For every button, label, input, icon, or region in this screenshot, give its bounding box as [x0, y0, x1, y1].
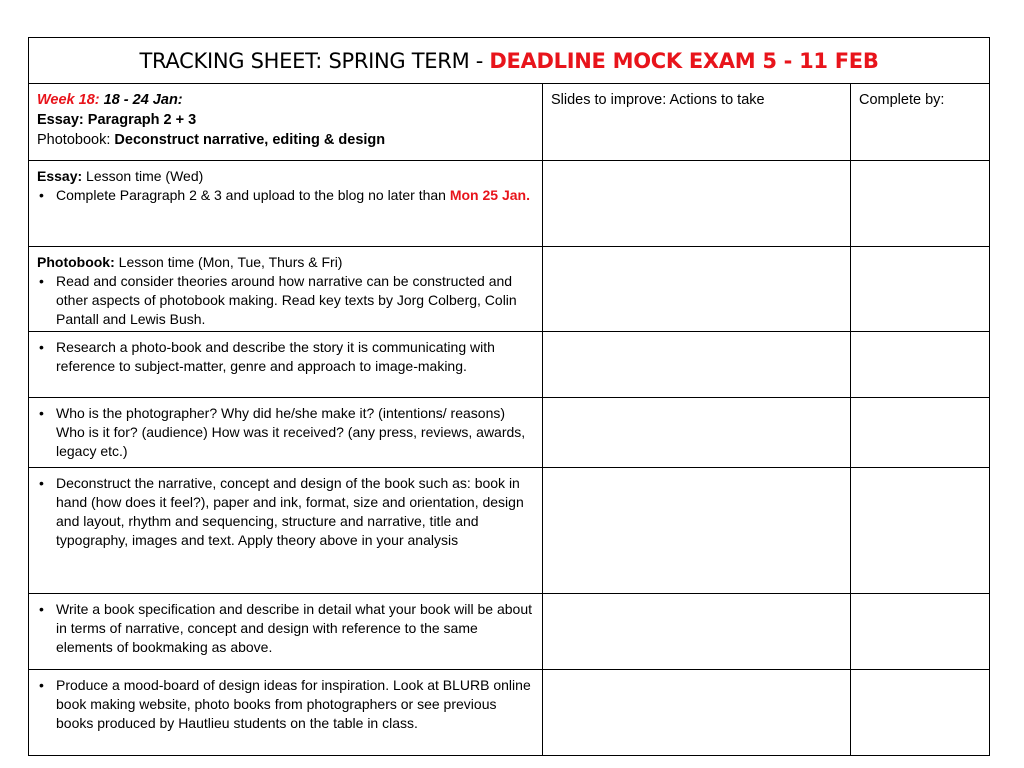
task-cell: [29, 161, 543, 247]
complete-by-cell[interactable]: [851, 594, 990, 670]
slides-header: Slides to improve: Actions to take: [551, 92, 765, 108]
task-cell: [29, 670, 543, 756]
actions-cell[interactable]: [543, 332, 851, 398]
title-row: [29, 38, 990, 84]
task-deadline: Mon 25 Jan.: [449, 187, 530, 203]
complete-header-cell: [851, 84, 990, 161]
task-cell: [29, 332, 543, 398]
sheet-title: [29, 38, 990, 84]
photobook-text: Deconstruct narrative, editing & design: [114, 132, 386, 148]
week-label: Week 18:: [37, 92, 100, 108]
complete-by-cell[interactable]: [851, 670, 990, 756]
task-heading: Essay:: [37, 168, 83, 184]
table-row: [29, 670, 990, 756]
table-row: [29, 468, 990, 594]
week-header-cell: [29, 84, 543, 161]
title-main: TRACKING SHEET: SPRING TERM -: [139, 48, 490, 73]
complete-by-cell[interactable]: [851, 468, 990, 594]
actions-cell[interactable]: [543, 594, 851, 670]
table-row: [29, 398, 990, 468]
task-heading-rest: Lesson time (Wed): [82, 168, 204, 184]
title-deadline: DEADLINE MOCK EXAM 5 - 11 FEB: [489, 48, 879, 73]
task-bullet-text: Complete Paragraph 2 & 3 and upload to the blog no later than: [56, 187, 450, 203]
list-item: • Who is the photographer? Why did he/she make it? (intentions/ reasons) Who is it for? (audience) How was it received? (any press, reviews, awards, legacy etc.): [37, 404, 534, 461]
actions-cell[interactable]: [543, 670, 851, 756]
header-row: [29, 84, 990, 161]
actions-cell[interactable]: [543, 161, 851, 247]
list-item: • Produce a mood-board of design ideas for inspiration. Look at BLURB online book making website, photo books from photographers or see previous books produced by Hautlieu students on the table in class.: [37, 676, 534, 733]
list-item: [37, 186, 534, 205]
actions-cell[interactable]: [543, 247, 851, 332]
table-row: [29, 594, 990, 670]
task-cell: [29, 594, 543, 670]
complete-by-cell[interactable]: [851, 247, 990, 332]
complete-by-cell[interactable]: [851, 161, 990, 247]
actions-cell[interactable]: [543, 398, 851, 468]
task-heading-rest: Lesson time (Mon, Tue, Thurs & Fri): [114, 254, 343, 270]
task-cell: [29, 247, 543, 332]
table-row: [29, 161, 990, 247]
table-row: [29, 247, 990, 332]
task-heading: Photobook:: [37, 254, 115, 270]
list-item: • Deconstruct the narrative, concept and design of the book such as: book in hand (how does it feel?), paper and ink, format, size and orientation, design and layout, rhythm and sequencing, structure and narrative, title and typography, images and text. Apply theory above in your analysis: [37, 474, 534, 550]
complete-by-cell[interactable]: [851, 332, 990, 398]
task-cell: [29, 468, 543, 594]
actions-cell[interactable]: [543, 468, 851, 594]
table-row: [29, 332, 990, 398]
list-item: • Research a photo-book and describe the story it is communicating with reference to subject-matter, genre and approach to image-making.: [37, 338, 534, 376]
tracking-sheet-table: [28, 37, 990, 756]
week-dates: 18 - 24 Jan:: [99, 92, 183, 108]
complete-header: Complete by:: [859, 92, 945, 108]
essay-line: Essay: Paragraph 2 + 3: [37, 112, 197, 128]
list-item: • Write a book specification and describe in detail what your book will be about in terms of narrative, concept and design with reference to the same elements of bookmaking as above.: [37, 600, 534, 657]
slides-header-cell: [543, 84, 851, 161]
list-item: • Read and consider theories around how narrative can be constructed and other aspects of photobook making. Read key texts by Jorg Colberg, Colin Pantall and Lewis Bush.: [37, 272, 534, 329]
task-cell: [29, 398, 543, 468]
photobook-label: Photobook:: [37, 132, 115, 148]
complete-by-cell[interactable]: [851, 398, 990, 468]
